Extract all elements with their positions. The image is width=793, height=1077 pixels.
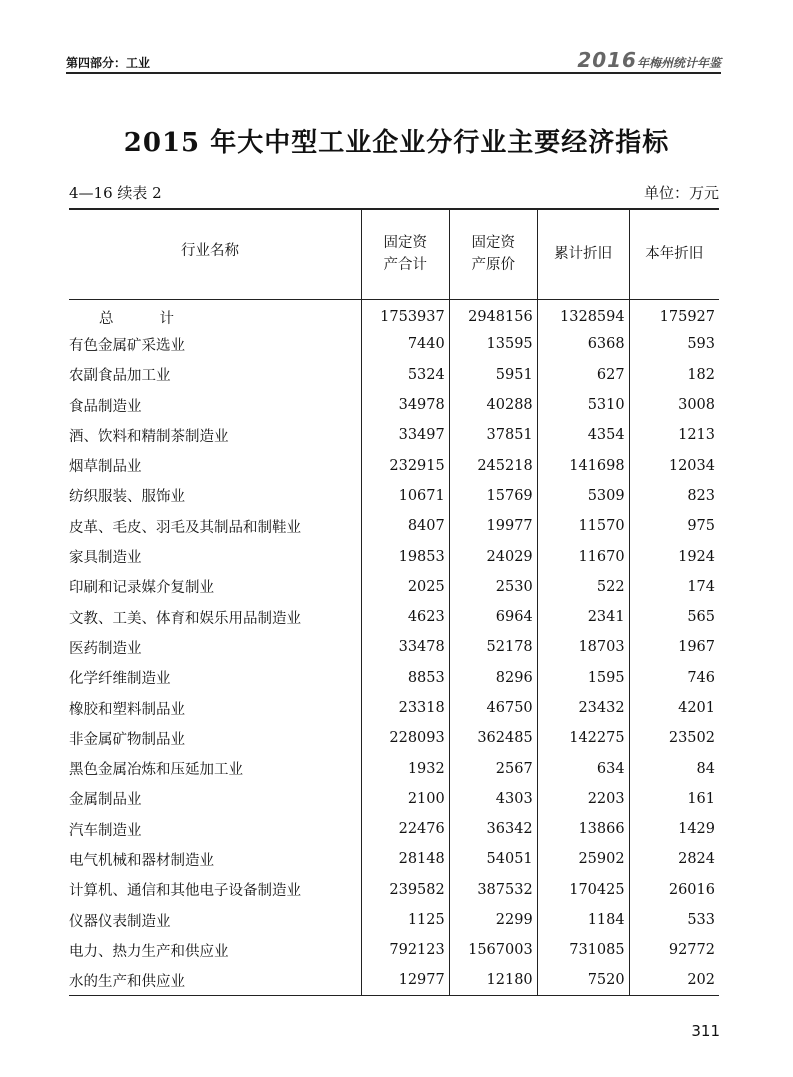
cell-value: 92772 [629,935,719,965]
industry-name: 有色金属矿采选业 [69,337,185,354]
cell-value: 8296 [449,663,537,693]
col-header-industry: 行业名称 [69,209,361,299]
cell-value: 6368 [537,329,629,359]
industry-name: 农副食品加工业 [69,368,171,385]
cell-value: 2341 [537,602,629,632]
indicator-table [69,208,719,996]
total-label-char: 计 [159,310,174,327]
total-row [69,299,719,329]
table-row [69,844,719,874]
total-label [69,299,361,329]
cell-value: 28148 [361,844,449,874]
industry-name: 烟草制品业 [69,459,142,476]
cell-value: 1595 [537,663,629,693]
table-row [69,511,719,541]
cell-value: 34978 [361,390,449,420]
cell-value: 239582 [361,875,449,905]
cell-value: 141698 [537,450,629,480]
cell-value: 11570 [537,511,629,541]
cell-value: 593 [629,329,719,359]
table-row [69,693,719,723]
industry-name: 医药制造业 [69,640,142,657]
table-row [69,784,719,814]
table-row [69,814,719,844]
cell-value: 8407 [361,511,449,541]
cell-value: 362485 [449,723,537,753]
cell-value: 627 [537,360,629,390]
industry-name: 水的生产和供应业 [69,966,361,996]
cell-value: 731085 [537,935,629,965]
cell-value: 84 [629,753,719,783]
table-row [69,966,719,996]
col-header-fixed-assets-total [361,209,449,299]
cell-value: 1924 [629,541,719,571]
cell-value: 1967 [629,632,719,662]
table-id: 4—16 续表 2 [69,184,162,202]
cell-value: 1429 [629,814,719,844]
cell-value: 634 [537,753,629,783]
table-row [69,723,719,753]
cell-value: 6964 [449,602,537,632]
table-header-row [69,209,719,299]
table-row [69,753,719,783]
cell-value: 387532 [449,875,537,905]
cell-value: 170425 [537,875,629,905]
cell-value: 18703 [537,632,629,662]
yearbook-name: 年梅州统计年鉴 [636,56,721,70]
cell-value: 232915 [361,450,449,480]
table-row [69,572,719,602]
cell-value: 23432 [537,693,629,723]
industry-name: 计算机、通信和其他电子设备制造业 [69,883,301,900]
industry-name: 食品制造业 [69,398,142,415]
cell-value: 1213 [629,420,719,450]
cell-value: 12180 [449,966,537,996]
table-caption-line [69,182,719,202]
cell-value: 15769 [449,481,537,511]
cell-value: 2203 [537,784,629,814]
cell-value: 52178 [449,632,537,662]
cell-value: 12977 [361,966,449,996]
cell-value: 7440 [361,329,449,359]
cell-value: 8853 [361,663,449,693]
cell-value: 5324 [361,360,449,390]
cell-value: 2530 [449,572,537,602]
cell-value: 24029 [449,541,537,571]
cell-value: 33497 [361,420,449,450]
cell-value: 2299 [449,905,537,935]
cell-value: 533 [629,905,719,935]
cell-value: 23502 [629,723,719,753]
cell-value: 36342 [449,814,537,844]
cell-value: 1184 [537,905,629,935]
cell-value: 12034 [629,450,719,480]
cell-value: 5951 [449,360,537,390]
cell-value: 13595 [449,329,537,359]
cell-value: 37851 [449,420,537,450]
cell-value: 245218 [449,450,537,480]
col-header-current-year-depreciation: 本年折旧 [629,209,719,299]
cell-value: 2025 [361,572,449,602]
table-row [69,360,719,390]
table-row [69,481,719,511]
section-label: 第四部分：工业 [66,56,151,70]
cell-value: 7520 [537,966,629,996]
industry-name: 酒、饮料和精制茶制造业 [69,428,229,445]
unit-label: 单位：万元 [643,184,719,202]
cell-value: 2567 [449,753,537,783]
cell-value: 1125 [361,905,449,935]
cell-value: 3008 [629,390,719,420]
cell-value: 975 [629,511,719,541]
industry-name: 电力、热力生产和供应业 [69,943,229,960]
table-row [69,602,719,632]
running-header [66,50,721,74]
col-header-accumulated-depreciation: 累计折旧 [537,209,629,299]
cell-value: 54051 [449,844,537,874]
table-row [69,875,719,905]
cell-value: 46750 [449,693,537,723]
table-body [69,299,719,996]
cell-value: 228093 [361,723,449,753]
col-header-fixed-assets-original [449,209,537,299]
cell-value: 5310 [537,390,629,420]
cell-value: 522 [537,572,629,602]
industry-name: 汽车制造业 [69,822,142,839]
industry-name: 橡胶和塑料制品业 [69,701,185,718]
cell-value: 161 [629,784,719,814]
table-row [69,905,719,935]
cell-value: 4303 [449,784,537,814]
industry-name: 电气机械和器材制造业 [69,852,214,869]
table-row [69,632,719,662]
cell-value: 2100 [361,784,449,814]
table-row [69,450,719,480]
industry-name: 非金属矿物制品业 [69,731,185,748]
industry-name: 仪器仪表制造业 [69,913,171,930]
col-header-line: 固定资 [383,235,428,252]
industry-name: 印刷和记录媒介复制业 [69,580,214,597]
cell-value: 142275 [537,723,629,753]
cell-value: 11670 [537,541,629,571]
cell-value: 4201 [629,693,719,723]
cell-value: 26016 [629,875,719,905]
cell-value: 1753937 [361,299,449,329]
cell-value: 565 [629,602,719,632]
industry-name: 纺织服装、服饰业 [69,489,185,506]
col-header-line: 固定资 [471,235,515,252]
cell-value: 4354 [537,420,629,450]
page-number: 311 [691,1022,720,1040]
col-header-line: 产原价 [471,257,515,274]
cell-value: 175927 [629,299,719,329]
cell-value: 5309 [537,481,629,511]
cell-value: 1328594 [537,299,629,329]
cell-value: 10671 [361,481,449,511]
cell-value: 2948156 [449,299,537,329]
col-header-line: 产合计 [383,257,428,274]
cell-value: 19977 [449,511,537,541]
table-row [69,390,719,420]
industry-name: 黑色金属冶炼和压延加工业 [69,762,243,779]
cell-value: 40288 [449,390,537,420]
yearbook-title [577,48,721,72]
cell-value: 792123 [361,935,449,965]
industry-name: 家具制造业 [69,550,142,567]
industry-name: 文教、工美、体育和娱乐用品制造业 [69,610,301,627]
cell-value: 25902 [537,844,629,874]
table-row [69,420,719,450]
cell-value: 174 [629,572,719,602]
cell-value: 1932 [361,753,449,783]
cell-value: 22476 [361,814,449,844]
cell-value: 13866 [537,814,629,844]
yearbook-year: 2016 [577,48,637,72]
cell-value: 2824 [629,844,719,874]
industry-name: 皮革、毛皮、羽毛及其制品和制鞋业 [69,519,301,536]
cell-value: 746 [629,663,719,693]
cell-value: 19853 [361,541,449,571]
table-row [69,329,719,359]
cell-value: 202 [629,966,719,996]
table-row [69,935,719,965]
cell-value: 33478 [361,632,449,662]
page-title: 2015 年大中型工业企业分行业主要经济指标 [123,128,670,158]
industry-name: 化学纤维制造业 [69,671,171,688]
cell-value: 4623 [361,602,449,632]
cell-value: 823 [629,481,719,511]
cell-value: 182 [629,360,719,390]
cell-value: 23318 [361,693,449,723]
table-row [69,663,719,693]
industry-name: 金属制品业 [69,792,142,809]
table-row [69,541,719,571]
total-label-char: 总 [99,310,114,327]
cell-value: 1567003 [449,935,537,965]
